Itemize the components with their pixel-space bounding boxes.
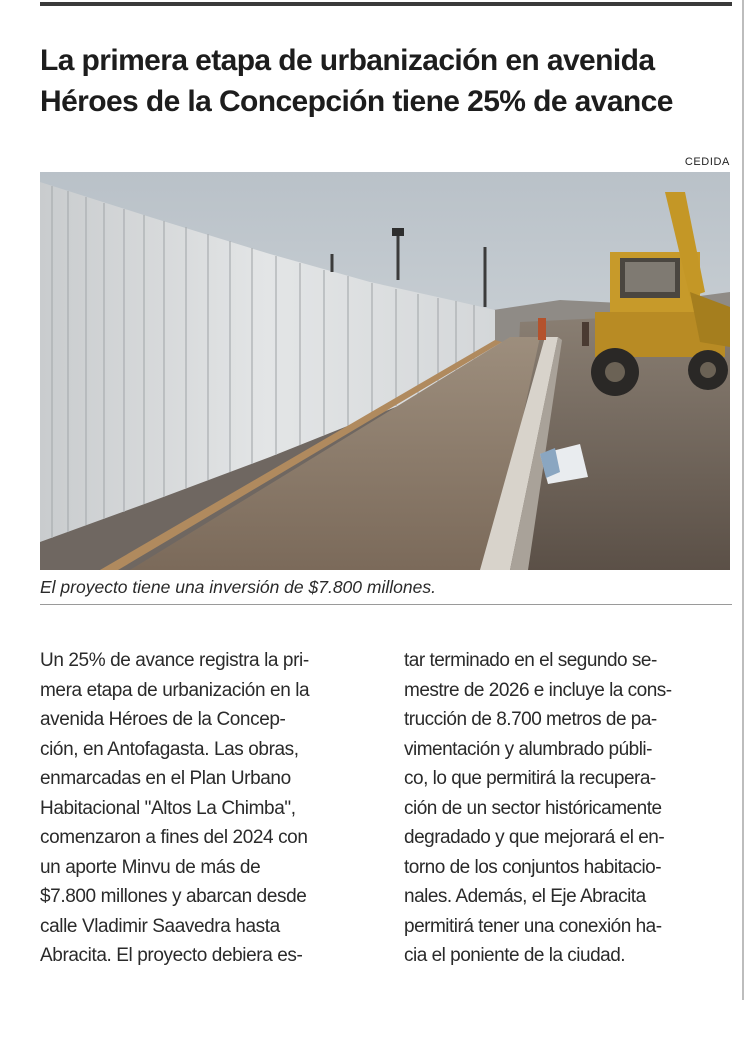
body-line: ción de un sector históricamente (404, 797, 662, 819)
headline (40, 40, 740, 122)
column-divider (742, 0, 744, 1000)
body-line: Abracita. El proyecto debiera es- (40, 945, 303, 966)
body-line: permitirá tener una conexión ha- (404, 915, 662, 937)
body-line: comenzaron a fines del 2024 con (40, 827, 308, 848)
article-photo (40, 172, 730, 570)
headline-line-2: Héroes de la Concepción tiene 25% de avance (40, 85, 673, 118)
body-line: ción, en Antofagasta. Las obras, (40, 738, 299, 760)
body-line: degradado y que mejorará el en- (404, 827, 665, 848)
top-rule (40, 2, 732, 6)
body-line: trucción de 8.700 metros de pa- (404, 709, 657, 730)
body-line: calle Vladimir Saavedra hasta (40, 915, 280, 937)
body-line: Un 25% de avance registra la pri- (40, 650, 309, 671)
body-line: tar terminado en el segundo se- (404, 650, 657, 671)
body-line: un aporte Minvu de más de (40, 856, 261, 878)
body-line: torno de los conjuntos habitacio- (404, 856, 662, 878)
body-column-left (40, 646, 370, 971)
body-line: cia el poniente de la ciudad. (404, 945, 626, 966)
body-line: $7.800 millones y abarcan desde (40, 886, 307, 907)
body-line: co, lo que permitirá la recupera- (404, 768, 656, 789)
body-line: Habitacional "Altos La Chimba", (40, 797, 296, 819)
body-line: vimentación y alumbrado públi- (404, 738, 652, 760)
caption-rule (40, 604, 732, 605)
photo-credit: CEDIDA (684, 156, 730, 168)
body-line: avenida Héroes de la Concep- (40, 709, 286, 730)
body-line: mera etapa de urbanización en la (40, 679, 310, 701)
headline-line-1: La primera etapa de urbanización en avenida (40, 44, 655, 77)
photo-caption: El proyecto tiene una inversión de $7.800 millones. (40, 577, 436, 597)
body-line: mestre de 2026 e incluye la cons- (404, 679, 672, 701)
body-line: nales. Además, el Eje Abracita (404, 886, 646, 907)
body-column-right (404, 646, 734, 971)
body-line: enmarcadas en el Plan Urbano (40, 768, 291, 789)
